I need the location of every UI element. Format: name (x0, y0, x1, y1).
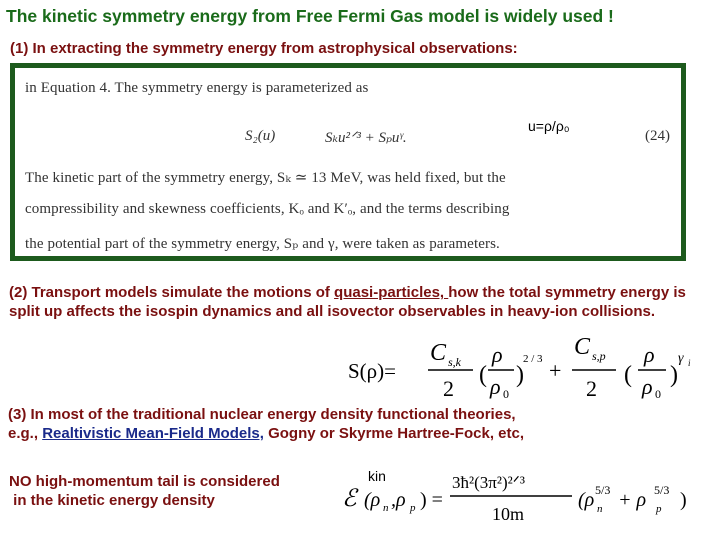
formula-rho0-2-sub: 0 (655, 387, 661, 401)
section-3-suffix: Gogny or Skyrme Hartree-Fock, etc, (263, 425, 524, 442)
formula-den-1: 2 (443, 376, 454, 401)
excerpt-equation-number: (24) (645, 128, 670, 144)
excerpt-line-4: the potential part of the symmetry energy, Sₚ and γ, were taken as parameters. (25, 236, 500, 252)
section-2-suffix: how the total symmetry energy is split up affects the isospin dynamics and all isovector observables in heavy-ion collisions. (9, 284, 686, 320)
slide-title: The kinetic symmetry energy from Free Fermi Gas model is widely used ! (6, 6, 614, 26)
formula-rho0-2: ρ (642, 374, 653, 399)
section-2-text (9, 283, 689, 321)
formula-lhs: S(ρ)= (348, 359, 396, 383)
formula2-denominator: 10m (492, 504, 525, 524)
note-line-1: NO high-momentum tail is considered (9, 473, 280, 490)
kinetic-energy-density-formula (340, 466, 712, 530)
formula-c1: C (430, 340, 447, 366)
section-2-prefix: (2) Transport models simulate the motions of (9, 284, 335, 301)
rmf-models-link[interactable]: Realtivistic Mean-Field Models, (42, 425, 264, 442)
formula2-numerator: 3ħ²(3π²)²ᐟ³ (452, 473, 525, 492)
formula-exponent-2: γ (678, 351, 684, 366)
formula2-sub-p: p (410, 502, 416, 514)
formula2-sub-n2: n (597, 503, 603, 515)
formula2-energy-symbol: ℰ (342, 486, 357, 512)
symmetry-energy-formula (348, 332, 718, 408)
section-3-line-2 (8, 424, 708, 443)
excerpt-line-3: compressibility and skewness coefficients, Kₒ and K′ₒ, and the terms describing (25, 201, 510, 217)
excerpt-line-1: in Equation 4. The symmetry energy is parameterized as (25, 80, 369, 96)
formula2-paren-rho-n: (ρ (578, 489, 595, 511)
section-3-line-1: (3) In most of the traditional nuclear energy density functional theories, (8, 406, 516, 423)
formula-rho0-1: ρ (490, 374, 501, 399)
high-momentum-note (9, 472, 349, 510)
formula2-args: (ρ (364, 489, 381, 511)
formula-paren-open-1: ( (479, 362, 487, 388)
paper-excerpt-frame (10, 63, 686, 261)
formula2-equals: ) = (420, 489, 443, 511)
excerpt-line-2: The kinetic part of the symmetry energy, Sₖ ≃ 13 MeV, was held fixed, but the (25, 170, 506, 186)
formula-paren-close-2: ) (670, 362, 678, 388)
excerpt-equation-lhs: S₂(u) (245, 128, 276, 144)
formula-c2-sub: s,p (592, 349, 606, 363)
formula2-comma: ,ρ (391, 489, 406, 511)
kinetic-label: kin (368, 468, 386, 484)
formula2-exp-n: 5/3 (595, 483, 611, 497)
formula-c1-sub: s,k (448, 355, 461, 369)
section-3-text (8, 405, 708, 443)
formula2-plus-rho-p: + ρ (618, 489, 647, 511)
formula2-close-paren: ) (680, 489, 687, 511)
excerpt-equation-rhs: Sₖu²ᐟ³ + Sₚuᵞ. (325, 130, 407, 146)
formula-paren-open-2: ( (624, 362, 632, 388)
section-3-prefix: e.g., (8, 425, 43, 442)
formula2-exp-p: 5/3 (654, 483, 670, 497)
formula2-sub-p2: p (656, 503, 662, 515)
formula-paren-close-1: ) (516, 362, 524, 388)
note-line-2: in the kinetic energy density (9, 492, 215, 509)
paper-excerpt (15, 68, 681, 256)
formula-rho0-1-sub: 0 (503, 387, 509, 401)
section-1-heading: (1) In extracting the symmetry energy from astrophysical observations: (10, 40, 518, 57)
formula-c2: C (574, 334, 591, 360)
formula-exponent-1: 2 / 3 (523, 353, 543, 365)
formula-plus: + (549, 358, 562, 383)
formula-rho-2: ρ (644, 342, 655, 367)
density-ratio-label: u=ρ/ρ₀ (528, 118, 570, 134)
formula2-sub-n: n (383, 502, 389, 514)
formula-den-2: 2 (586, 376, 597, 401)
formula-exponent-2-sub: i (688, 358, 691, 368)
quasi-particles-link[interactable]: quasi-particles, (334, 284, 449, 301)
formula-rho-1: ρ (492, 342, 503, 367)
